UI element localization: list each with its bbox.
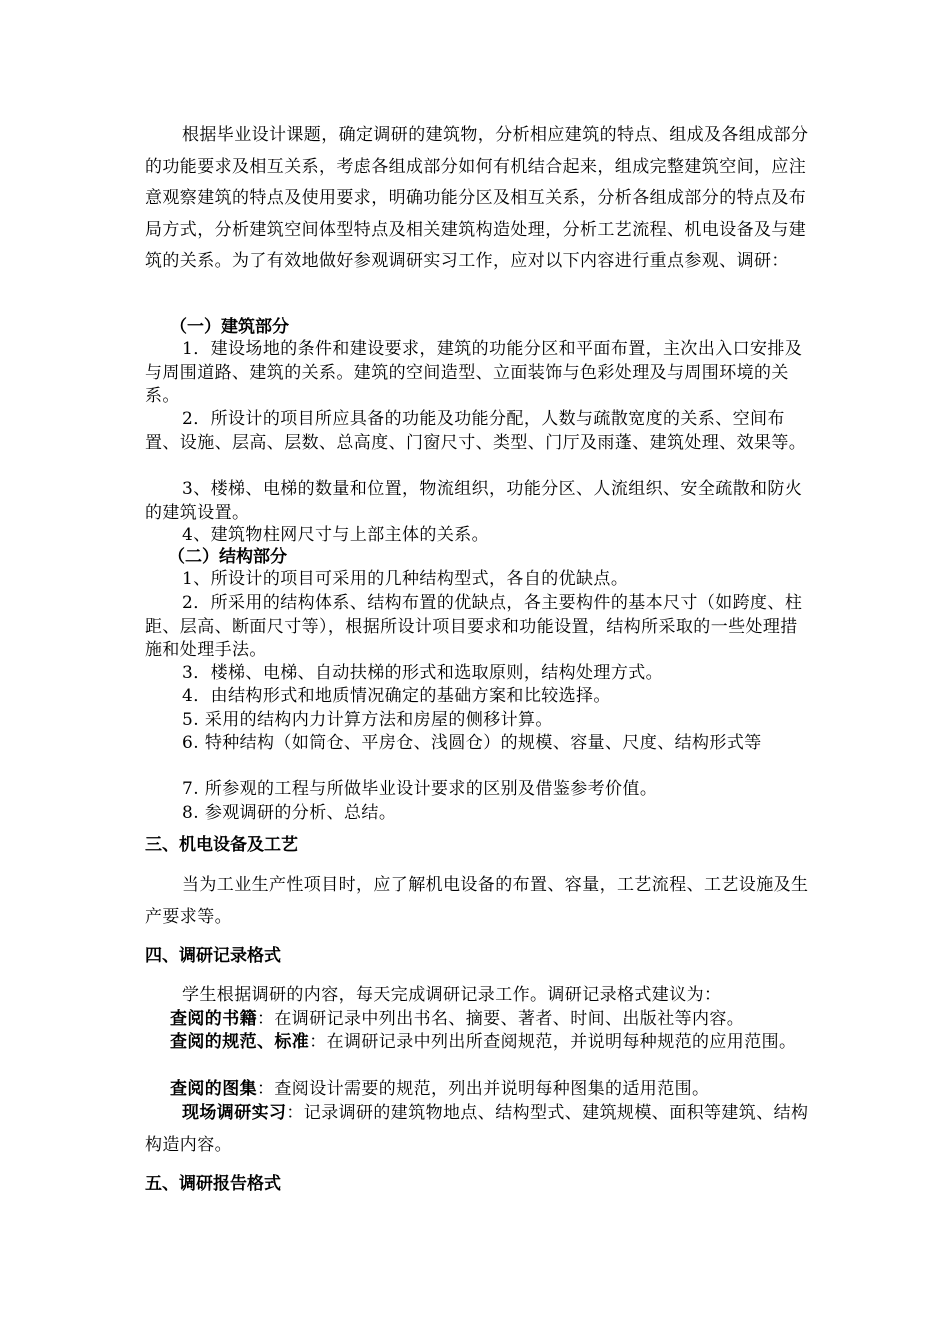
record-books-text: ：在调研记录中列出书名、摘要、著者、时间、出版社等内容。 (257, 1009, 745, 1029)
struct-item-1: 1、所设计的项目可采用的几种结构型式，各自的优缺点。 (182, 569, 629, 589)
struct-item-2: 2．所采用的结构体系、结构布置的优缺点，各主要构件的基本尺寸（如跨度、柱距、层高、断面尺寸等），根据所设计项目要求和功能设置，结构所采取的一些处理措施和处理手法。 (145, 593, 803, 661)
arch-section-title: （一）建筑部分 (170, 317, 289, 337)
section-4-intro: 学生根据调研的内容，每天完成调研记录工作。调研记录格式建议为： (182, 985, 722, 1005)
record-norms-text: ：在调研记录中列出所查阅规范，并说明每种规范的应用范围。 (309, 1032, 797, 1052)
struct-item-4: 4．由结构形式和地质情况确定的基础方案和比较选择。 (182, 686, 611, 706)
record-site-label: 现场调研实习 (182, 1103, 287, 1123)
intro-paragraph: 根据毕业设计课题，确定调研的建筑物，分析相应建筑的特点、组成及各组成部分的功能要求及相互关系，考虑各组成部分如何有机结合起来，组成完整建筑空间，应注意观察建筑的特点及使用要求，明确功能分区及相互关系，分析各组成部分的特点及布局方式，分析建筑空间体型特点及相关建筑构造处理，分析工艺流程、机电设备及与建筑的关系。为了有效地做好参观调研实习工作，应对以下内容进行重点参观、调研： (145, 125, 809, 271)
section-3-text: 当为工业生产性项目时，应了解机电设备的布置、容量，工艺流程、工艺设施及生产要求等。 (145, 875, 809, 927)
struct-item-3: 3．楼梯、电梯、自动扶梯的形式和选取原则，结构处理方式。 (182, 663, 664, 683)
record-site (145, 1098, 810, 1161)
record-norms (145, 1031, 810, 1055)
arch-item-2: 2．所设计的项目所应具备的功能及功能分配，人数与疏散宽度的关系、空间布置、设施、层高、层数、总高度、门窗尺寸、类型、门厅及雨蓬、建筑处理、效果等。 (145, 409, 807, 453)
arch-item-1: 1．建设场地的条件和建设要求，建筑的功能分区和平面布置，主次出入口安排及与周围道路、建筑的关系。建筑的空间造型、立面装饰与色彩处理及与周围环境的关系。 (145, 339, 803, 407)
record-atlas-text: ：查阅设计需要的规范，列出并说明每种图集的适用范围。 (257, 1079, 710, 1099)
section-3-title: 三、机电设备及工艺 (145, 835, 298, 855)
record-norms-label: 查阅的规范、标准 (170, 1032, 310, 1052)
record-atlas-label: 查阅的图集 (170, 1079, 257, 1099)
struct-item-6: 6. 特种结构（如筒仓、平房仓、浅圆仓）的规模、容量、尺度、结构形式等 (182, 733, 762, 753)
arch-item-3: 3、楼梯、电梯的数量和位置，物流组织，功能分区、人流组织、安全疏散和防火的建筑设置。 (145, 479, 803, 523)
arch-item-4: 4、建筑物柱网尺寸与上部主体的关系。 (182, 525, 490, 545)
section-4-title: 四、调研记录格式 (145, 946, 281, 966)
struct-section-title: （二）结构部分 (168, 547, 287, 567)
record-books (145, 1008, 810, 1032)
record-site-text: ：记录调研的建筑物地点、结构型式、建筑规模、面积等建筑、结构构造内容。 (145, 1103, 809, 1155)
record-books-label: 查阅的书籍 (170, 1009, 257, 1029)
struct-item-8: 8. 参观调研的分析、总结。 (182, 803, 397, 823)
struct-item-5: 5. 采用的结构内力计算方法和房屋的侧移计算。 (182, 710, 553, 730)
struct-item-7: 7. 所参观的工程与所做毕业设计要求的区别及借鉴参考价值。 (182, 779, 658, 799)
section-5-title: 五、调研报告格式 (145, 1174, 281, 1194)
